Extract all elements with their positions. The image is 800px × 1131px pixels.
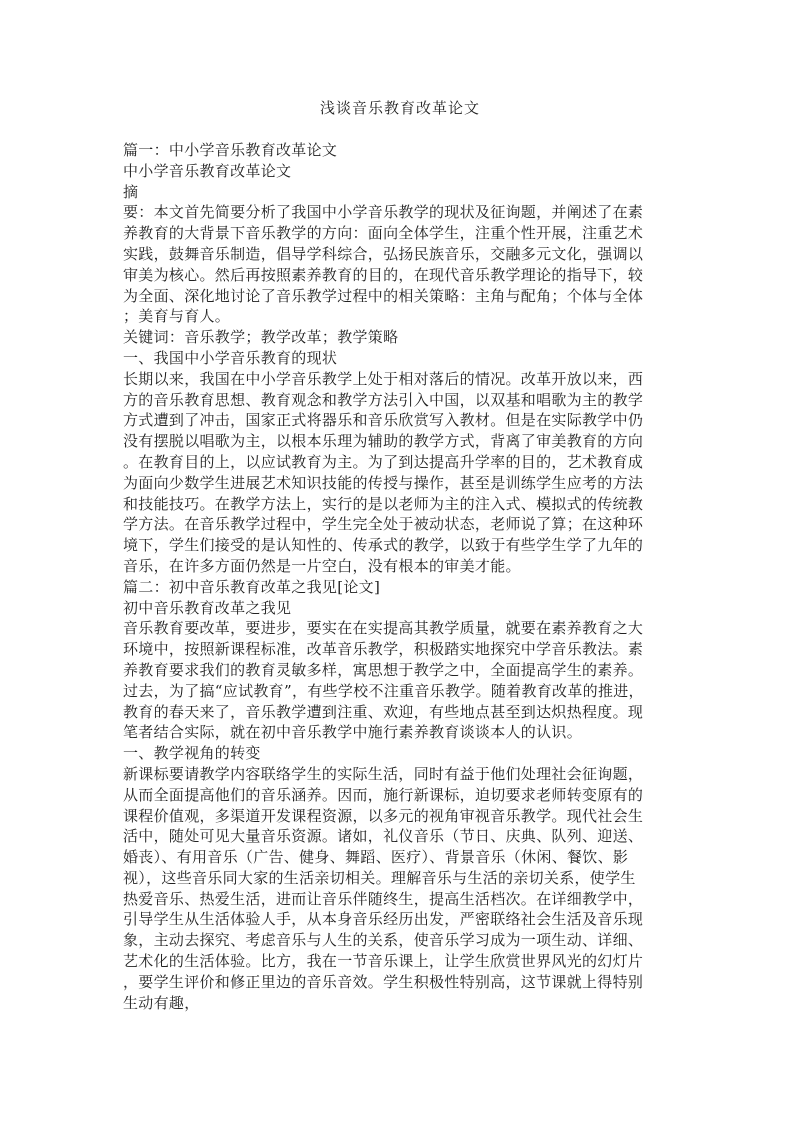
text-line: 初中音乐教育改革之我见 xyxy=(123,598,292,617)
text-line: 为面向少数学生进展艺术知识技能的传授与操作，甚至是训练学生应考的方法 xyxy=(123,473,644,492)
text-line: 一、教学视角的转变 xyxy=(123,744,261,763)
text-line: 方式遭到了冲击，国家正式将器乐和音乐欣赏写入教材。但是在实际教学中仍 xyxy=(123,411,644,430)
text-line: 活中，随处可见大量音乐资源。诸如，礼仪音乐（节日、庆典、队列、迎送、 xyxy=(123,827,644,846)
text-line: 象，主动去探究、考虑音乐与人生的关系，使音乐学习成为一项生动、详细、 xyxy=(123,931,644,950)
text-line: 生动有趣， xyxy=(123,993,200,1012)
text-line: 养教育要求我们的教育灵敏多样，寓思想于教学之中，全面提高学生的素养。 xyxy=(123,660,644,679)
text-line: 过去，为了搞“应试教育”，有些学校不注重音乐教学。随着教育改革的推进， xyxy=(123,681,644,700)
text-line: 方的音乐教育思想、教育观念和教学方法引入中国，以双基和唱歌为主的教学 xyxy=(123,390,644,409)
text-line: 艺术化的生活体验。比方，我在一节音乐课上，让学生欣赏世界风光的幻灯片 xyxy=(123,952,644,971)
text-line: 课程价值观，多渠道开发课程资源，以多元的视角审视音乐教学。现代社会生 xyxy=(123,806,644,825)
text-line: 长期以来，我国在中小学音乐教学上处于相对落后的情况。改革开放以来，西 xyxy=(123,369,644,388)
text-line: 新课标要请教学内容联络学生的实际生活，同时有益于他们处理社会征询题， xyxy=(123,764,644,783)
text-line: 篇二：初中音乐教育改革之我见[论文] xyxy=(123,577,381,596)
text-line: 视），这些音乐同大家的生活亲切相关。理解音乐与生活的亲切关系，使学生 xyxy=(123,868,636,887)
text-line: 要：本文首先简要分析了我国中小学音乐教学的现状及征询题，并阐述了在素 xyxy=(123,203,644,222)
text-line: 环境中，按照新课程标准，改革音乐教学，积极踏实地探究中学音乐教法。素 xyxy=(123,640,644,659)
text-line: 摘 xyxy=(123,182,139,201)
text-line: 音乐教育要改革，要进步，要实在在实提高其教学质量，就要在素养教育之大 xyxy=(123,619,644,638)
text-line: 中小学音乐教育改革论文 xyxy=(123,161,292,180)
text-line: 为全面、深化地讨论了音乐教学过程中的相关策略：主角与配角；个体与全体 xyxy=(123,286,644,305)
text-line: 和技能技巧。在教学方法上，实行的是以老师为主的注入式、模拟式的传统教 xyxy=(123,494,644,513)
text-line: 没有摆脱以唱歌为主，以根本乐理为辅助的教学方式，背离了审美教育的方向 xyxy=(123,432,644,451)
text-line: 审美为核心。然后再按照素养教育的目的，在现代音乐教学理论的指导下，较 xyxy=(123,265,644,284)
text-line: ，要学生评价和修正里边的音乐音效。学生积极性特别高，这节课就上得特别 xyxy=(123,972,644,991)
document-body xyxy=(123,140,683,1013)
text-line: 热爱音乐、热爱生活，进而让音乐伴随终生，提高生活档次。在详细教学中， xyxy=(123,889,644,908)
text-line: 学方法。在音乐教学过程中，学生完全处于被动状态，老师说了算；在这种环 xyxy=(123,515,644,534)
text-line: 教育的春天来了，音乐教学遭到注重、欢迎，有些地点甚至到达炽热程度。现 xyxy=(123,702,644,721)
text-line: 关键词：音乐教学；教学改革；教学策略 xyxy=(123,328,399,347)
text-line: 实践，鼓舞音乐制造，倡导学科综合，弘扬民族音乐，交融多元文化，强调以 xyxy=(123,244,644,263)
text-line: 。在教育目的上，以应试教育为主。为了到达提高升学率的目的，艺术教育成 xyxy=(123,452,644,471)
text-line: 音乐，在许多方面仍然是一片空白，没有根本的审美才能。 xyxy=(123,556,521,575)
text-line: 境下，学生们接受的是认知性的、传承式的教学，以致于有些学生学了九年的 xyxy=(123,536,644,555)
text-line: 笔者结合实际，就在初中音乐教学中施行素养教育谈谈本人的认识。 xyxy=(123,723,583,742)
text-line: 婚丧）、有用音乐（广告、健身、舞蹈、医疗）、背景音乐（休闲、餐饮、影 xyxy=(123,848,629,867)
text-line: ；美育与育人。 xyxy=(123,307,231,326)
text-line: 养教育的大背景下音乐教学的方向：面向全体学生，注重个性开展，注重艺术 xyxy=(123,224,644,243)
text-line: 篇一：中小学音乐教育改革论文 xyxy=(123,141,338,159)
text-line: 引导学生从生活体验人手，从本身音乐经历出发，严密联络社会生活及音乐现 xyxy=(123,910,644,929)
text-line: 从而全面提高他们的音乐涵养。因而，施行新课标，迫切要求老师转变原有的 xyxy=(123,785,644,804)
document-title: 浅谈音乐教育改革论文 xyxy=(319,99,480,117)
text-line: 一、我国中小学音乐教育的现状 xyxy=(123,348,338,367)
